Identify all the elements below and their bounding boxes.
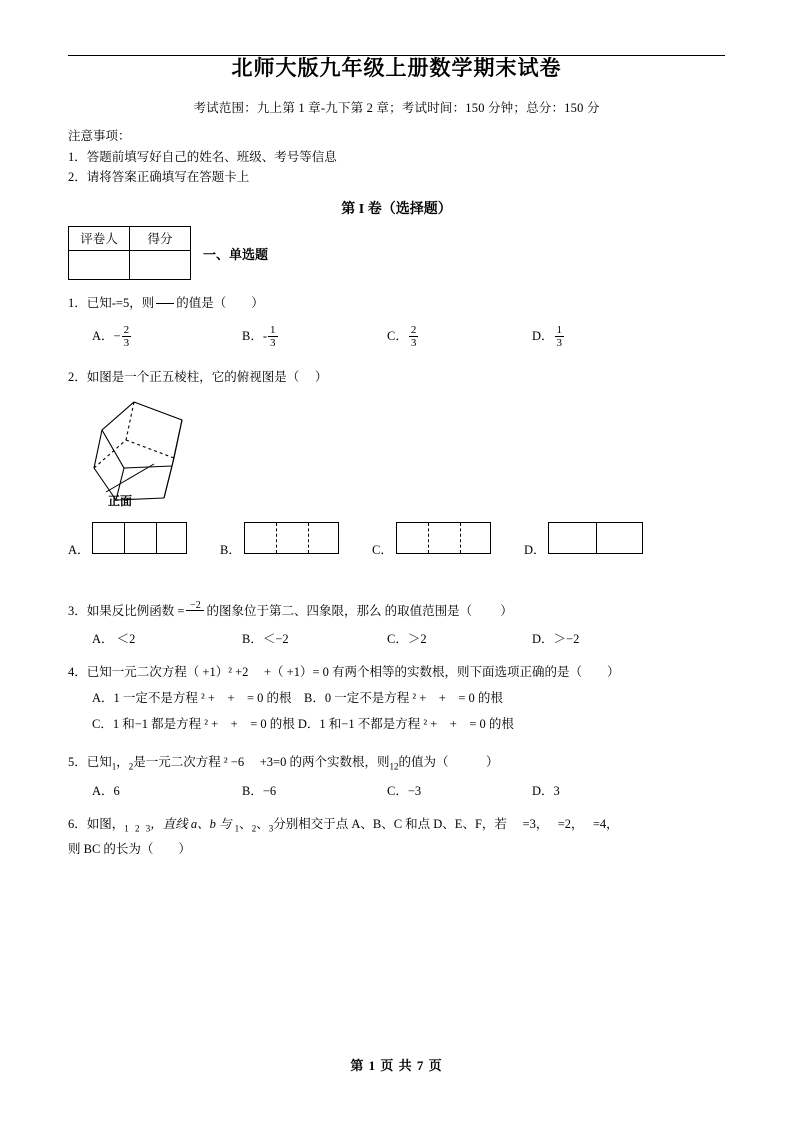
question-2-option-c[interactable] <box>372 522 491 557</box>
question-2-figure <box>86 396 725 516</box>
question-6-sub-3: 3 <box>145 823 151 834</box>
question-5-sub-4: 2 <box>393 761 399 772</box>
question-2-options <box>68 522 725 582</box>
q5-option-a-label: A． <box>92 784 114 799</box>
question-6-sub-6: 3 <box>268 823 274 834</box>
option-c-label: C． <box>387 328 408 343</box>
question-1-fraction <box>156 294 174 315</box>
q5-option-d-label: D． <box>532 784 554 799</box>
question-6-sub-2: 2 <box>135 823 140 834</box>
question-3-number: 3． <box>68 603 87 618</box>
question-5-stem-tail: 的值为（ ） <box>398 754 499 769</box>
question-5-options <box>68 781 725 799</box>
option-b-sign: - <box>262 328 268 343</box>
question-5-sub-2: 2 <box>128 761 134 772</box>
question-6: 6．如图，$_1$ $_2$ $_3$，直线 a、b 与 $_1$、$_2$、$_3$分别相交于点 A、B、C 和点 D、E、F，若 =3， =2， =4， <box>68 817 619 834</box>
q5-option-c-text: −3 <box>407 784 422 799</box>
question-5-number: 5． <box>68 754 87 769</box>
option-c-fraction: $\frac{2}{3}$ <box>410 323 417 350</box>
part-one-heading: 第 I 卷（选择题） <box>341 201 452 217</box>
q3-option-a-label: A． <box>92 632 114 647</box>
question-6-number: 6． <box>68 817 87 832</box>
question-3-options <box>68 629 725 647</box>
question-3-option-c[interactable] <box>387 629 532 647</box>
question-2-stem: 如图是一个正五棱柱，它的俯视图是（ ） <box>86 369 328 384</box>
q3-option-b-label: B． <box>242 632 263 647</box>
question-4-option-line-1[interactable] <box>68 687 725 711</box>
q5-option-b-label: B． <box>242 784 263 799</box>
question-4-number: 4． <box>68 665 87 680</box>
option-d-label: D． <box>532 328 554 343</box>
note-item-2: 2．请将答案正确填写在答题卡上 <box>68 170 250 185</box>
q5-option-c-label: C． <box>387 784 408 799</box>
option-a-label: A． <box>92 328 114 343</box>
question-1-option-c[interactable] <box>387 324 532 350</box>
question-4-options-ab: A．1 一定不是方程 ² + + = 0 的根 B．0 一定不是方程 ² + + = 0 的根 <box>92 691 503 706</box>
pentagonal-prism-icon <box>86 396 226 506</box>
option-a-sign: − <box>113 328 121 343</box>
question-6-stem-line2: 则 BC 的长为（ ） <box>68 841 191 856</box>
question-6-stem-b: ，直线 a、b 与 <box>150 817 235 832</box>
question-1-option-d[interactable] <box>532 324 565 350</box>
question-3-fraction: −2 <box>186 601 204 622</box>
question-2-option-b[interactable] <box>220 522 339 557</box>
question-5-option-c[interactable] <box>387 781 532 799</box>
question-5-stem-after: 是一元二次方程 ² −6 +3=0 的两个实数根，则 <box>133 754 390 769</box>
question-6-stem-c: 分别相交于点 A、B、C 和点 D、E、F，若 =3， =2， =4， <box>273 817 619 832</box>
question-3 <box>68 600 725 624</box>
note-item-1: 1．答题前填写好自己的姓名、班级、考号等信息 <box>68 149 337 164</box>
option-b-fraction: $\frac{1}{3}$ <box>270 323 276 350</box>
score-value-cell[interactable] <box>130 250 191 279</box>
grader-label: 评卷人 <box>69 226 130 250</box>
grader-value-cell[interactable] <box>69 250 130 279</box>
option-a-fraction: $\frac{2}{3}$ <box>123 323 130 350</box>
question-2-option-d-label: D． <box>524 542 546 557</box>
question-2-option-b-label: B． <box>220 542 241 557</box>
score-row <box>68 226 725 282</box>
question-1-option-a[interactable] <box>68 324 242 350</box>
q3-option-a-text: ＜2 <box>116 632 136 647</box>
question-2-figure-label: 正面 <box>108 493 133 508</box>
question-4-options-cd: C．1 和−1 都是方程 ² + + = 0 的根 D．1 和−1 不都是方程 ² + + = 0 的根 <box>92 716 514 731</box>
question-6-line-2 <box>68 838 725 862</box>
question-2 <box>68 366 725 390</box>
page-title: 北师大版九年级上册数学期末试卷 <box>231 56 562 80</box>
question-2-option-c-label: C． <box>372 542 393 557</box>
q5-option-a-text: 6 <box>113 784 120 799</box>
q3-option-d-label: D． <box>532 632 554 647</box>
question-6-sub-4: 1 <box>234 823 240 834</box>
question-3-option-b[interactable] <box>242 629 387 647</box>
q3-option-c-text: ＞2 <box>407 632 427 647</box>
question-4-option-line-2[interactable] <box>68 713 725 737</box>
question-6-sub-5: 2 <box>251 823 257 834</box>
question-1-number: 1． <box>68 295 87 310</box>
question-6-stem-a: 如图， <box>86 817 125 832</box>
q3-option-c-label: C． <box>387 632 408 647</box>
question-4-stem: 已知一元二次方程（ +1）² +2 +（ +1）= 0 有两个相等的实数根，则下面选项正确的是（ ） <box>86 665 620 680</box>
question-6-sub-1: 1 <box>124 823 129 834</box>
q5-option-b-text: −6 <box>262 784 277 799</box>
question-5-option-a[interactable] <box>68 781 242 799</box>
question-2-option-a-label: A． <box>68 542 90 557</box>
question-1-stem-after: 的值是（ ） <box>176 295 264 310</box>
question-3-stem-before: 如果反比例函数 = <box>86 603 185 618</box>
question-5-stem-before: 已知 <box>86 754 112 769</box>
question-2-option-d[interactable] <box>524 522 643 557</box>
question-3-option-a[interactable] <box>68 629 242 647</box>
header-rule <box>68 55 725 56</box>
question-1-option-b[interactable] <box>242 324 387 350</box>
question-5-sub-1: 1 <box>111 761 117 772</box>
question-5-option-b[interactable] <box>242 781 387 799</box>
question-3-option-d[interactable] <box>532 629 579 647</box>
exam-subtitle: 考试范围：九上第 1 章-九下第 2 章；考试时间：150 分钟；总分：150 分 <box>193 101 600 115</box>
q3-option-d-text: ＞−2 <box>553 632 580 647</box>
score-label: 得分 <box>130 226 191 250</box>
q3-option-b-text: ＜−2 <box>262 632 289 647</box>
question-2-option-a[interactable] <box>68 522 187 557</box>
question-1-stem-before: 已知-=5，则 <box>86 295 155 310</box>
option-d-fraction: $\frac{1}{3}$ <box>556 323 563 350</box>
score-box-table <box>68 226 191 280</box>
page-footer: 第 1 页 共 7 页 <box>350 1058 443 1073</box>
q5-option-d-text: 3 <box>553 784 560 799</box>
option-b-label: B． <box>242 328 263 343</box>
question-5-sub-3: 1 <box>389 761 394 772</box>
question-1 <box>68 292 725 316</box>
section-label: 一、单选题 <box>203 246 269 262</box>
question-5-option-d[interactable] <box>532 781 560 799</box>
question-3-stem-after: 的图象位于第二、四象限，那么 的取值范围是（ ） <box>206 603 513 618</box>
question-4 <box>68 661 725 685</box>
notes-heading: 注意事项： <box>68 129 131 143</box>
question-5 <box>68 751 725 776</box>
notes-block <box>68 126 725 188</box>
question-1-options <box>68 324 725 350</box>
question-5-stem-mid: ， <box>116 754 129 769</box>
question-2-number: 2． <box>68 369 87 384</box>
